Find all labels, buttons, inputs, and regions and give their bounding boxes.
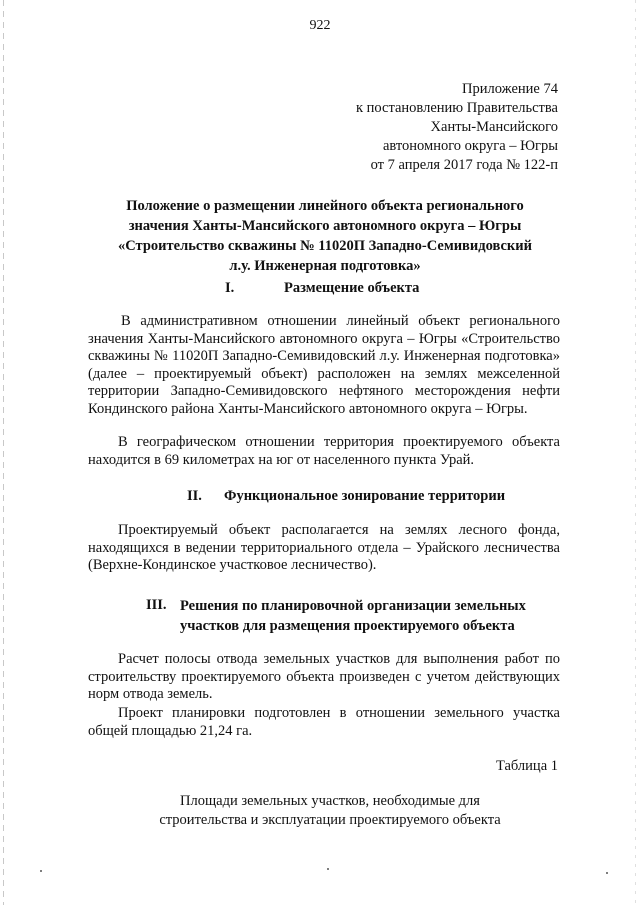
scan-edge-right	[635, 0, 636, 905]
title-line: значения Ханты-Мансийского автономного округа – Югры	[128, 218, 522, 234]
section-1-paragraph-2: В географическом отношении территория проектируемого объекта находится в 69 километрах на юг от населенного пункта Урай.	[88, 434, 560, 468]
section-1-paragraph-1: В административном отношении линейный объект регионального значения Ханты-Мансийского автономного округа – Югры «Строительство скважины № 11020П Западно-Семивидовский л.у. Инженерная подготовка» (далее – проектируемый объект) расположен на землях межселенной территории Западно-Семивидовского нефтяного месторождения нефти Кондинского района Ханты-Мансийского автономного округа – Югры.	[88, 313, 560, 417]
table-caption	[100, 792, 560, 830]
scan-speck	[327, 868, 329, 870]
section-1-number: I.	[225, 280, 235, 296]
appendix-line: Приложение 74	[462, 81, 558, 97]
title-line: Положение о размещении линейного объекта регионального	[126, 198, 524, 214]
section-2-number: II.	[187, 488, 202, 504]
scan-speck	[606, 872, 608, 874]
section-1-title: Размещение объекта	[284, 280, 420, 296]
section-3-paragraph-2: Проект планировки подготовлен в отношении земельного участка общей площадью 21,24 га.	[88, 705, 560, 739]
page-number: 922	[309, 18, 331, 33]
table-label: Таблица 1	[495, 758, 558, 774]
appendix-line: к постановлению Правительства	[356, 100, 558, 116]
section-2-paragraph-1: Проектируемый объект располагается на землях лесного фонда, находящихся в ведении территориального отдела – Урайского лесничества (Верхне-Кондинское участковое лесничество).	[88, 522, 560, 573]
title-line: «Строительство скважины № 11020П Западно-Семивидовский	[118, 238, 532, 254]
table-caption-line: строительства и эксплуатации проектируемого объекта	[159, 812, 501, 828]
section-2-title: Функциональное зонирование территории	[224, 488, 506, 504]
table-caption-line: Площади земельных участков, необходимые для	[180, 793, 480, 809]
section-3-title	[180, 596, 526, 636]
document-title	[90, 196, 560, 276]
title-line: л.у. Инженерная подготовка»	[229, 258, 421, 274]
appendix-line: от 7 апреля 2017 года № 122-п	[370, 157, 558, 173]
section-3-paragraph-1: Расчет полосы отвода земельных участков для выполнения работ по строительству проектируемого объекта произведен с учетом действующих норм отвода земель.	[88, 651, 560, 702]
scan-edge-left	[3, 0, 4, 905]
scan-speck	[40, 870, 42, 872]
section-3-title-line: Решения по планировочной организации земельных	[180, 598, 526, 614]
appendix-block	[356, 80, 558, 175]
appendix-line: Ханты-Мансийского	[430, 119, 558, 135]
section-3-title-line: участков для размещения проектируемого объекта	[180, 618, 515, 634]
appendix-line: автономного округа – Югры	[382, 138, 558, 154]
section-3-number: III.	[146, 597, 167, 613]
